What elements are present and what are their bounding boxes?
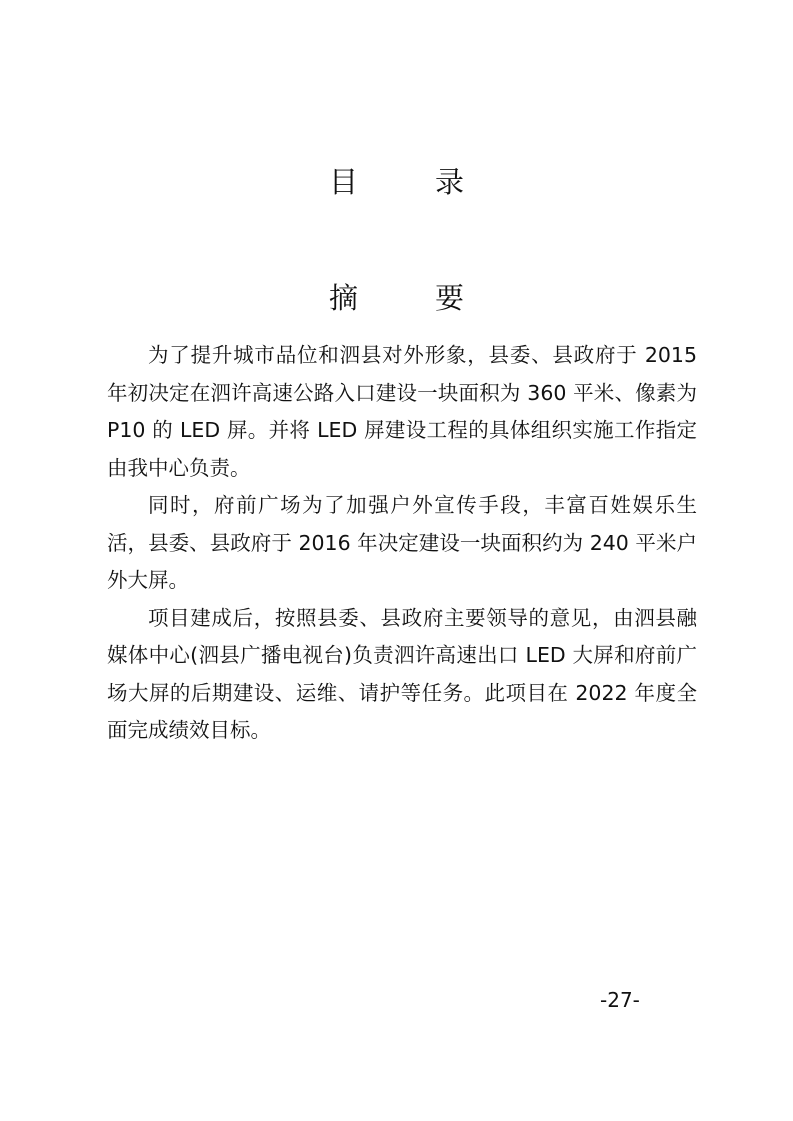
page-number: -27- [600,988,640,1012]
toc-title: 目 录 [328,165,488,199]
paragraph-1: 为了提升城市品位和泗县对外形象，县委、县政府于 2015 年初决定在泗许高速公路入口建设一块面积为 360 平米、像素为 P10 的 LED 屏。并将 LED 屏建设工程的具体组织实施工作指定由我中心负责。 [107,343,697,480]
abstract-heading: 摘 要 [328,281,488,315]
abstract-body [107,337,697,750]
paragraph-3: 项目建成后，按照县委、县政府主要领导的意见，由泗县融媒体中心(泗县广播电视台)负责泗许高速出口 LED 大屏和府前广场大屏的后期建设、运维、请护等任务。此项目在 2022 年度全面完成绩效目标。 [107,605,697,742]
paragraph-2: 同时，府前广场为了加强户外宣传手段，丰富百姓娱乐生活，县委、县政府于 2016 年决定建设一块面积约为 240 平米户外大屏。 [107,493,697,592]
